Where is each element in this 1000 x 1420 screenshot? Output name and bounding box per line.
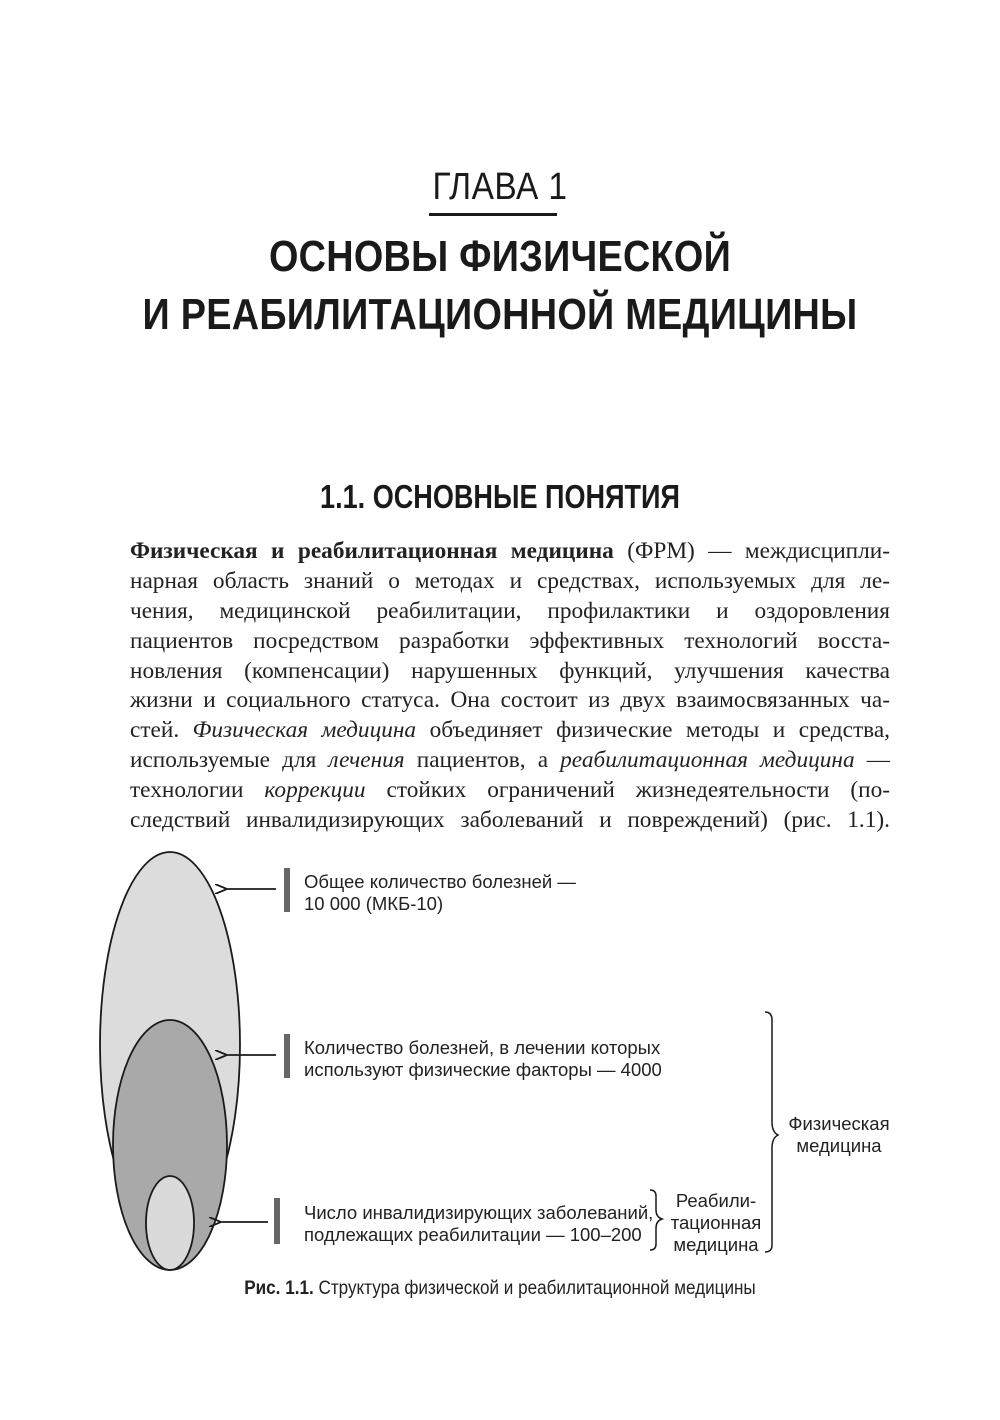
- label-bar-1: [284, 868, 290, 912]
- label-total-diseases: Общее количество болезней — 10 000 (МКБ-10): [304, 871, 576, 914]
- brace-physical: [765, 1012, 778, 1252]
- inner-ellipse: [146, 1176, 194, 1270]
- label-physical-medicine: Физическая медицина: [788, 1113, 890, 1156]
- paragraph-line-7: стей. Физическая медицина объединяет физические методы и средства,: [130, 717, 890, 744]
- paragraph-line-9: технологии коррекции стойких ограничений жизнедеятельности (по-: [130, 777, 890, 804]
- caption-number: Рис. 1.1.: [244, 1278, 314, 1299]
- chapter-title-line1: ОСНОВЫ ФИЗИЧЕСКОЙ: [268, 232, 732, 281]
- label-physical-factors: Количество болезней, в лечении которых используют физические факторы — 4000: [304, 1037, 662, 1080]
- chapter-underline: [429, 213, 557, 216]
- paragraph-line-10: следствий инвалидизирующих заболеваний и повреждений) (рис. 1.1).: [130, 807, 890, 834]
- paragraph-line-1: Физическая и реабилитационная медицина (ФРМ) — междисципли-: [130, 538, 890, 564]
- label-disabling-diseases: Число инвалидизирующих заболеваний, подлежащих реабилитации — 100–200: [304, 1202, 654, 1245]
- paragraph-line-8: используемые для лечения пациентов, а реабилитационная медицина —: [130, 747, 890, 774]
- paragraph-line-3: чения, медицинской реабилитации, профилактики и оздоровления: [130, 597, 890, 624]
- caption-text: Структура физической и реабилитационной медицины: [313, 1278, 756, 1299]
- figure-caption: [50, 1278, 950, 1300]
- label-rehab-medicine: Реабили- тационная медицина: [670, 1190, 762, 1255]
- chapter-label: ГЛАВА 1: [432, 166, 568, 208]
- section-title: 1.1. ОСНОВНЫЕ ПОНЯТИЯ: [320, 478, 680, 515]
- chapter-title: [70, 228, 930, 344]
- paragraph-line-5: новления (компенсации) нарушенных функций, улучшения качества: [130, 657, 890, 684]
- label-bar-2: [284, 1034, 290, 1078]
- paragraph-line-2: нарная область знаний о методах и средствах, используемых для ле-: [130, 567, 890, 594]
- chapter-title-line2: И РЕАБИЛИТАЦИОННОЙ МЕДИЦИНЫ: [142, 290, 858, 339]
- paragraph-line-4: пациентов посредством разработки эффективных технологий восста-: [130, 627, 890, 654]
- figure-1-1: [0, 840, 1000, 1320]
- paragraph-line-6: жизни и социального статуса. Она состоит из двух взаимосвязанных ча-: [130, 687, 890, 714]
- body-paragraph: [130, 537, 890, 836]
- label-bar-3: [274, 1198, 280, 1244]
- term-bold: Физическая и реабилитационная медицина: [130, 538, 614, 564]
